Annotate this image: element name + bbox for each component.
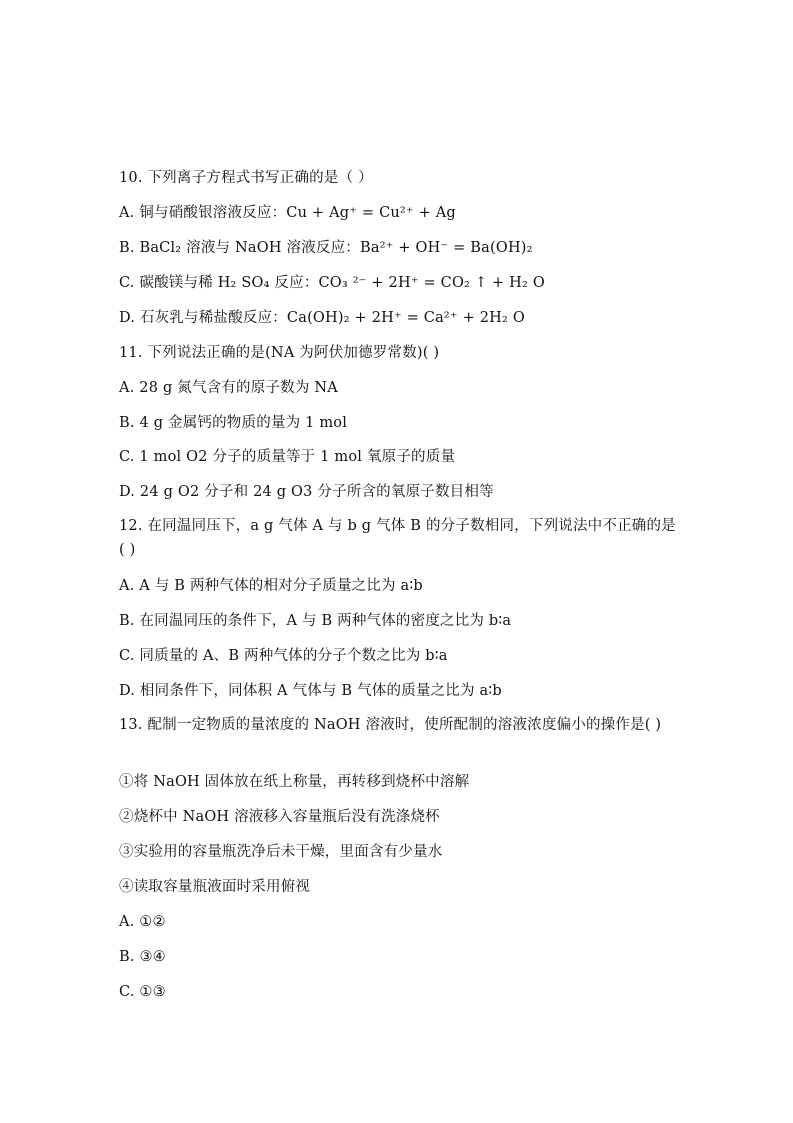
- question-13-option-c: C. ①③: [119, 984, 166, 1000]
- question-10-stem: 10. 下列离子方程式书写正确的是（ ）: [119, 170, 373, 186]
- question-13-item-2: ②烧杯中 NaOH 溶液移入容量瓶后没有洗涤烧杯: [119, 809, 440, 825]
- question-13-item-1: ①将 NaOH 固体放在纸上称量，再转移到烧杯中溶解: [119, 774, 470, 790]
- question-11-option-c: C. 1 mol O2 分子的质量等于 1 mol 氧原子的质量: [119, 449, 456, 465]
- question-11-stem: 11. 下列说法正确的是(NA 为阿伏加德罗常数)( ): [119, 345, 440, 361]
- question-11-option-b: B. 4 g 金属钙的物质的量为 1 mol: [119, 415, 348, 431]
- question-12-option-a: A. A 与 B 两种气体的相对分子质量之比为 a∶b: [119, 578, 423, 594]
- question-12-option-b: B. 在同温同压的条件下，A 与 B 两种气体的密度之比为 b∶a: [119, 613, 512, 629]
- question-11-option-a: A. 28 g 氮气含有的原子数为 NA: [119, 380, 338, 396]
- question-13-stem: 13. 配制一定物质的量浓度的 NaOH 溶液时，使所配制的溶液浓度偏小的操作是( ): [119, 717, 662, 733]
- question-13-item-4: ④读取容量瓶液面时采用俯视: [119, 879, 311, 895]
- question-10-option-d: D. 石灰乳与稀盐酸反应：Ca(OH)₂ + 2H⁺ = Ca²⁺ + 2H₂ O: [119, 310, 525, 326]
- question-13-option-a: A. ①②: [119, 914, 166, 930]
- question-12-option-c: C. 同质量的 A、B 两种气体的分子个数之比为 b∶a: [119, 648, 448, 664]
- question-12-stem: 12. 在同温同压下，a g 气体 A 与 b g 气体 B 的分子数相同，下列说法中不正确的是( ): [119, 518, 676, 558]
- question-10-option-a: A. 铜与硝酸银溶液反应：Cu + Ag⁺ = Cu²⁺ + Ag: [119, 205, 456, 221]
- question-10-option-c: C. 碳酸镁与稀 H₂ SO₄ 反应：CO₃ ²⁻ + 2H⁺ = CO₂ ↑ + H₂ O: [119, 275, 545, 291]
- question-11-option-d: D. 24 g O2 分子和 24 g O3 分子所含的氧原子数目相等: [119, 484, 494, 500]
- question-12-option-d: D. 相同条件下，同体积 A 气体与 B 气体的质量之比为 a∶b: [119, 683, 502, 699]
- question-10-option-b: B. BaCl₂ 溶液与 NaOH 溶液反应：Ba²⁺ + OH⁻ = Ba(OH)₂: [119, 240, 533, 256]
- question-13-item-3: ③实验用的容量瓶洗净后未干燥，里面含有少量水: [119, 844, 443, 860]
- question-13-option-b: B. ③④: [119, 949, 166, 965]
